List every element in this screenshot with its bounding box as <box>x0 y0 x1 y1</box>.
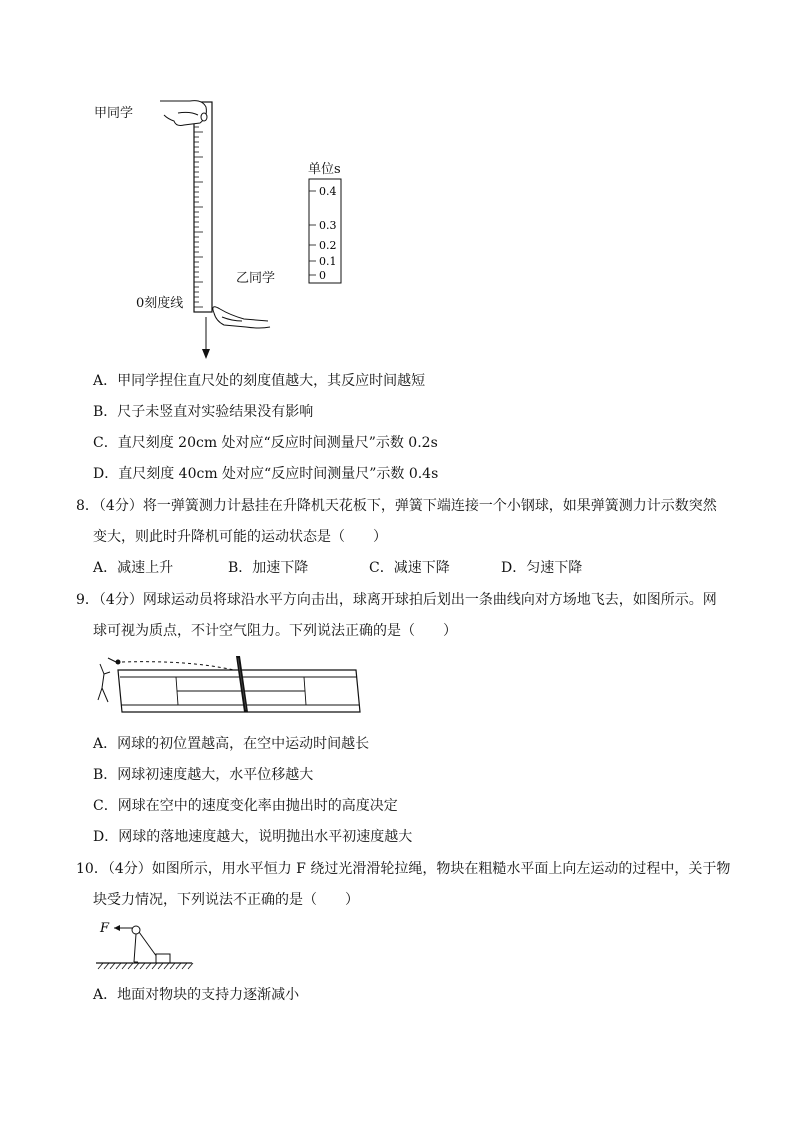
ground-hatch-line <box>152 963 157 969</box>
block <box>156 954 170 963</box>
q10-stem-line1: 10．（4分）如图所示，用水平恒力 F 绕过光滑滑轮拉绳，物块在粗糙水平面上向左运动的过程中，关于物 <box>76 861 731 877</box>
q8-option-b: B．加速下降 <box>228 560 309 576</box>
ground-hatch-line <box>98 963 103 969</box>
q7-option-b: B．尺子未竖直对实验结果没有影响 <box>93 404 314 420</box>
tennis-ball <box>116 660 121 665</box>
scale-tick-0.1: 0.1 <box>319 255 337 268</box>
ground-hatch-line <box>122 963 127 969</box>
ground-hatch-line <box>104 963 109 969</box>
q9-option-a: A．网球的初位置越高，在空中运动时间越长 <box>93 736 370 752</box>
q8-option-c: C．减速下降 <box>369 560 450 576</box>
q8-stem-line2: 变大，则此时升降机可能的运动状态是（ ） <box>93 529 387 545</box>
q9-stem-line1: 9．（4分）网球运动员将球沿水平方向击出，球离开球拍后划出一条曲线向对方场地飞去，如图所示。网 <box>76 592 717 608</box>
label-person-a: 甲同学 <box>94 106 134 121</box>
ground-hatch-line <box>182 963 187 969</box>
q10-option-a: A．地面对物块的支持力逐渐减小 <box>93 987 300 1003</box>
ground-hatch-line <box>134 963 139 969</box>
q9-option-b: B．网球初速度越大，水平位移越大 <box>93 767 314 783</box>
ground-hatch-line <box>116 963 121 969</box>
ground-hatch-line <box>128 963 133 969</box>
q7-option-d: D．直尺刻度 40cm 处对应“反应时间测量尺”示数 0.4s <box>93 466 439 482</box>
label-person-b: 乙同学 <box>236 271 276 286</box>
hand-person-b <box>213 307 270 328</box>
q10-stem-line2: 块受力情况，下列说法不正确的是（ ） <box>93 892 359 908</box>
q9-stem-line2: 球可视为质点，不计空气阻力。下列说法正确的是（ ） <box>93 623 457 639</box>
force-label-f: F <box>100 921 110 936</box>
q7-option-a: A．甲同学捏住直尺处的刻度值越大，其反应时间越短 <box>93 373 426 389</box>
tennis-player <box>98 658 116 702</box>
ruler-figure <box>160 95 280 365</box>
ground-hatch-line <box>176 963 181 969</box>
fall-arrow-head <box>202 349 210 359</box>
scale-tick-0.2: 0.2 <box>319 239 337 252</box>
label-zero-line: 0刻度线 <box>136 296 184 311</box>
reaction-time-scale <box>308 178 344 284</box>
q7-option-c: C．直尺刻度 20cm 处对应“反应时间测量尺”示数 0.2s <box>93 435 438 451</box>
q8-options <box>93 558 693 578</box>
scale-tick-0: 0 <box>319 269 326 282</box>
scale-tick-0.3: 0.3 <box>319 219 337 232</box>
ground-hatch-line <box>164 963 169 969</box>
ground-hatch-line <box>188 963 193 969</box>
hand-person-a <box>160 101 207 126</box>
pulley-figure <box>94 916 194 976</box>
pulley <box>132 926 140 934</box>
scale-unit-label: 单位s <box>308 162 341 177</box>
tennis-court-figure <box>94 652 366 718</box>
q9-option-c: C．网球在空中的速度变化率由抛出时的高度决定 <box>93 798 398 814</box>
q9-option-d: D．网球的落地速度越大，说明抛出水平初速度越大 <box>93 829 413 845</box>
q8-option-d: D．匀速下降 <box>501 560 583 576</box>
q8-stem-line1: 8．（4分）将一弹簧测力计悬挂在升降机天花板下，弹簧下端连接一个小钢球，如果弹簧测力计示数突然 <box>76 498 717 514</box>
q8-option-a: A．减速上升 <box>93 560 174 576</box>
scale-tick-0.4: 0.4 <box>319 185 337 198</box>
ground-hatch-line <box>140 963 145 969</box>
ground-hatch-line <box>170 963 175 969</box>
ground-hatch-line <box>110 963 115 969</box>
ground-hatch-line <box>158 963 163 969</box>
ground-hatch-line <box>146 963 151 969</box>
